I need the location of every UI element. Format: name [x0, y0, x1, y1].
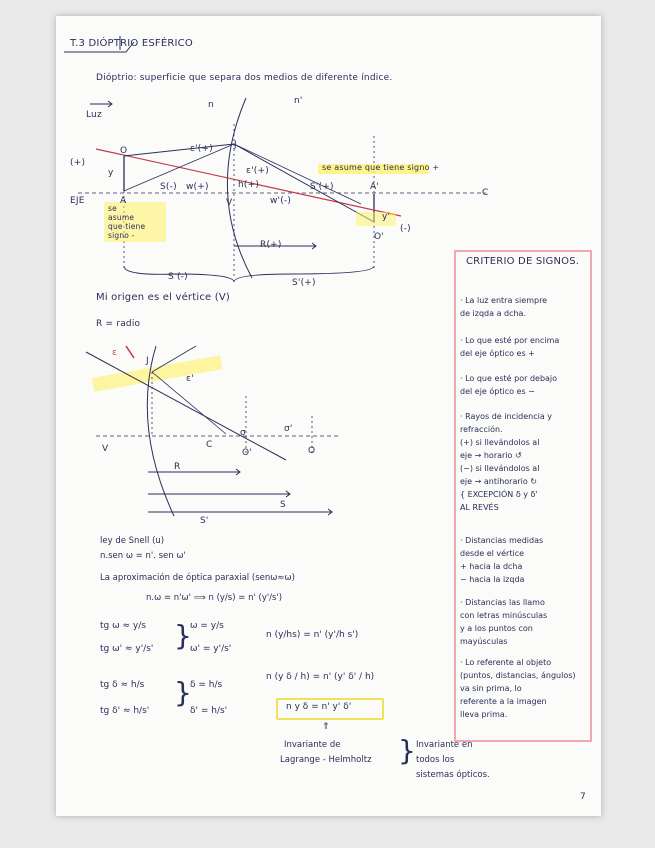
page-number: 7	[580, 792, 586, 802]
criteria-item-6: · Distancias las llamo con letras minúsculas y a los puntos con mayúsculas	[460, 598, 548, 646]
v-label: V	[226, 198, 233, 208]
brace-1: }	[174, 619, 192, 652]
eq-delta: δ = h/s	[190, 680, 223, 690]
radius-note: R = radio	[96, 319, 141, 329]
up-arrow: ⇑	[322, 722, 330, 732]
origin-note: Mi origen es el vértice (V)	[96, 292, 231, 303]
d2-s-label: S	[280, 500, 286, 510]
o-prime-label: O'	[374, 232, 384, 242]
note-left-1: se	[108, 204, 117, 213]
snell-line-4: n.ω = n'ω' ⟹ n (y/s) = n' (y'/s')	[146, 593, 283, 603]
eq-omega: ω = y/s	[190, 621, 224, 631]
d2-eps-prime-label: ε'	[186, 374, 194, 384]
sp-plus-label: S'(+)	[310, 182, 334, 192]
n-label: n	[208, 100, 214, 110]
j-label: J	[234, 140, 237, 150]
tg-delta-prime: tg δ' ≈ h/s'	[100, 706, 150, 716]
d2-r-label: R	[174, 462, 181, 472]
a-label: A	[120, 196, 127, 206]
eps-label: ε'(+)	[190, 144, 213, 154]
criteria-item-2: · Lo que esté por encima del eje óptico es +	[460, 336, 560, 358]
criteria-item-5: · Distancias medidas desde el vértice + hacia la dcha − hacia la izqda	[460, 536, 544, 584]
sp-bottom-label: S'(+)	[292, 278, 316, 288]
invariant-line-e: sistemas ópticos.	[416, 770, 490, 780]
invariant-line-b: Lagrange - Helmholtz	[280, 755, 372, 765]
d2-s-prime-label: S'	[200, 516, 209, 526]
note-left-4: signo -	[108, 231, 135, 240]
eps-prime-label: ε'(+)	[246, 166, 269, 176]
boxed-equation: n y δ = n' y' δ'	[286, 702, 352, 712]
note-left-2: asume	[108, 213, 135, 222]
criteria-item-7: · Lo referente al objeto (puntos, distancias, ángulos) va sin prima, lo referente a la imagen lleva prima.	[460, 658, 576, 719]
tg-omega-prime: tg ω' ≈ y'/s'	[100, 644, 154, 654]
page-title: T.3 DIÓPTRIO ESFÉRICO	[70, 38, 193, 49]
eq-omega-prime: ω' = y'/s'	[190, 644, 232, 654]
brace-2: }	[174, 676, 192, 709]
s-bottom-label: S (-)	[168, 272, 188, 282]
invariant-line-a: Invariante de	[284, 740, 341, 750]
invariant-line-c: Invariante en	[416, 740, 473, 750]
d2-v-label: V	[102, 444, 109, 454]
d2-c-label: C	[206, 440, 213, 450]
s-minus-label: S(-)	[160, 182, 177, 192]
o-label: O	[120, 146, 128, 156]
notebook-page	[56, 16, 601, 816]
middle-eq-1: n (y/hs) = n' (y'/h s')	[266, 630, 359, 640]
eje-label: EJE	[70, 196, 85, 206]
y-prime-label: y'	[382, 212, 391, 222]
eq-delta-prime: δ' = h/s'	[190, 706, 228, 716]
tg-omega: tg ω ≈ y/s	[100, 621, 146, 631]
n-prime-label: n'	[294, 96, 303, 106]
plus-left-label: (+)	[70, 158, 86, 168]
criteria-item-3: · Lo que esté por debajo del eje óptico es −	[460, 374, 558, 396]
d2-o-prime-label: O'	[242, 448, 252, 458]
criteria-title: CRITERIO DE SIGNOS.	[466, 256, 580, 267]
note-right: se asume que tiene signo +	[322, 163, 440, 172]
note-left-3: que tiene	[108, 222, 146, 231]
h-label: h(+)	[238, 180, 260, 190]
d2-j-label: J	[146, 356, 149, 366]
tg-delta: tg δ ≈ h/s	[100, 680, 145, 690]
criteria-item-1: · La luz entra siempre de izqda a dcha.	[460, 296, 548, 318]
snell-line-1: ley de Snell (u)	[100, 536, 165, 546]
definition-text: Dióptrio: superficie que separa dos medios de diferente índice.	[96, 73, 393, 83]
wp-minus-label: w'(-)	[270, 196, 292, 206]
d2-sigma-prime-label: σ'	[284, 424, 293, 434]
snell-line-3: La aproximación de óptica paraxial (senω≈ω)	[100, 573, 295, 583]
a-prime-label: A'	[370, 182, 380, 192]
middle-eq-2: n (y δ / h) = n' (y' δ' / h)	[266, 672, 375, 682]
brace-3: }	[398, 734, 416, 767]
minus-right-label: (-)	[400, 224, 411, 234]
d2-sigma-label: σ	[240, 428, 246, 438]
y-label: y	[108, 168, 114, 178]
invariant-line-d: todos los	[416, 755, 455, 765]
w-plus-label: w(+)	[186, 182, 209, 192]
luz-label: Luz	[86, 110, 102, 120]
d2-o-label: O	[308, 446, 316, 456]
r-plus-label: R(+)	[260, 240, 282, 250]
criteria-item-4: · Rayos de incidencia y refracción. (+) si llevándolos al eje → horario ↺ (−) si llevándolos al eje → antihorario ↻ { EXCEPCIÓN δ y δ' AL REVÉS	[460, 412, 553, 512]
c-label: C	[482, 188, 489, 198]
d2-eps-label: ε	[112, 348, 118, 358]
snell-line-2: n.sen ω = n'. sen ω'	[100, 551, 186, 561]
